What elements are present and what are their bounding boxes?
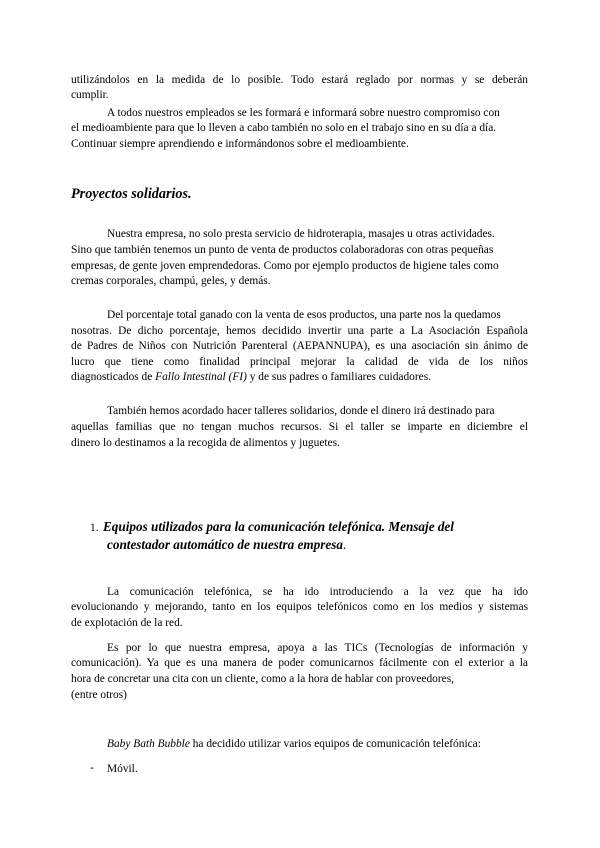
paragraph-line: evolucionando y mejorando, tanto en los equipos telefónicos como en los medios y sistemas	[71, 601, 528, 613]
paragraph-line: de Padres de Niños con Nutrición Parenteral (AEPANNUPA), es una asociación sin ánimo de	[71, 340, 528, 352]
text-run: diagnosticados de	[71, 371, 156, 383]
paragraph-line: Nuestra empresa, no solo presta servicio de hidroterapia, masajes u otras actividades.	[107, 228, 495, 240]
paragraph-line: Sino que también tenemos un punto de venta de productos colaboradoras con otras pequeñas	[71, 244, 494, 256]
section-heading: Proyectos solidarios.	[71, 186, 192, 202]
section-title-period: .	[342, 537, 347, 552]
section-number: 1.	[90, 522, 99, 534]
section-title-line: Equipos utilizados para la comunicación telefónica. Mensaje del	[103, 519, 454, 534]
paragraph-line: lucro que tiene como finalidad principal mejorar la calidad de vida de los niños	[71, 356, 528, 368]
text-run: y de sus padres o familiares cuidadores.	[246, 371, 431, 383]
paragraph-line: hora de concretar una cita con un cliente, como a la hora de hablar con proveedores,	[71, 673, 454, 685]
paragraph-line: Del porcentaje total ganado con la venta de esos productos, una parte nos la quedamos	[107, 309, 501, 321]
paragraph-line: comunicación). Ya que es una manera de poder comunicarnos fácilmente con el exterior a la	[71, 657, 528, 669]
section-title-text: contestador automático de nuestra empresa	[107, 537, 343, 552]
paragraph-line: dinero lo destinamos a la recogida de alimentos y juguetes.	[71, 437, 340, 449]
paragraph-line: utilizándolos en la medida de lo posible. Todo estará reglado por normas y se deberán	[71, 74, 528, 86]
italic-term: Fallo Intestinal (FI)	[155, 371, 247, 383]
list-item: Móvil.	[107, 763, 138, 775]
paragraph-line: (entre otros)	[71, 689, 127, 701]
paragraph-line: También hemos acordado hacer talleres solidarios, donde el dinero irá destinado para	[107, 405, 495, 417]
paragraph-line: aquellas familias que no tengan muchos recursos. Si el taller se imparte en diciembre el	[71, 421, 528, 433]
paragraph-line: Es por lo que nuestra empresa, apoya a las TICs (Tecnologías de información y	[107, 642, 528, 654]
paragraph-line	[107, 737, 528, 752]
paragraph-line: de explotación de la red.	[71, 617, 183, 629]
paragraph-line: A todos nuestros empleados se les formará e informará sobre nuestro compromiso con	[107, 107, 500, 119]
paragraph-line: el medioambiente para que lo lleven a cabo también no solo en el trabajo sino en su día a día.	[71, 122, 497, 134]
paragraph-line: nosotras. De dicho porcentaje, hemos decidido invertir una parte a La Asociación Española	[71, 325, 528, 337]
section-title-line	[107, 537, 346, 553]
paragraph-line: Continuar siempre aprendiendo e informándonos sobre el medioambiente.	[71, 138, 409, 150]
paragraph-line: La comunicación telefónica, se ha ido introduciendo a la vez que ha ido	[107, 586, 528, 598]
paragraph-line: cremas corporales, champú, geles, y demás.	[71, 275, 271, 287]
paragraph-line: empresas, de gente joven emprendedoras. Como por ejemplo productos de higiene tales como	[71, 260, 499, 272]
list-bullet: -	[90, 762, 94, 774]
text-run: ha decidido utilizar varios equipos de comunicación telefónica:	[189, 738, 481, 750]
paragraph-line	[71, 370, 528, 385]
paragraph-line: cumplir.	[71, 89, 109, 101]
brand-name: Baby Bath Bubble	[107, 738, 190, 750]
